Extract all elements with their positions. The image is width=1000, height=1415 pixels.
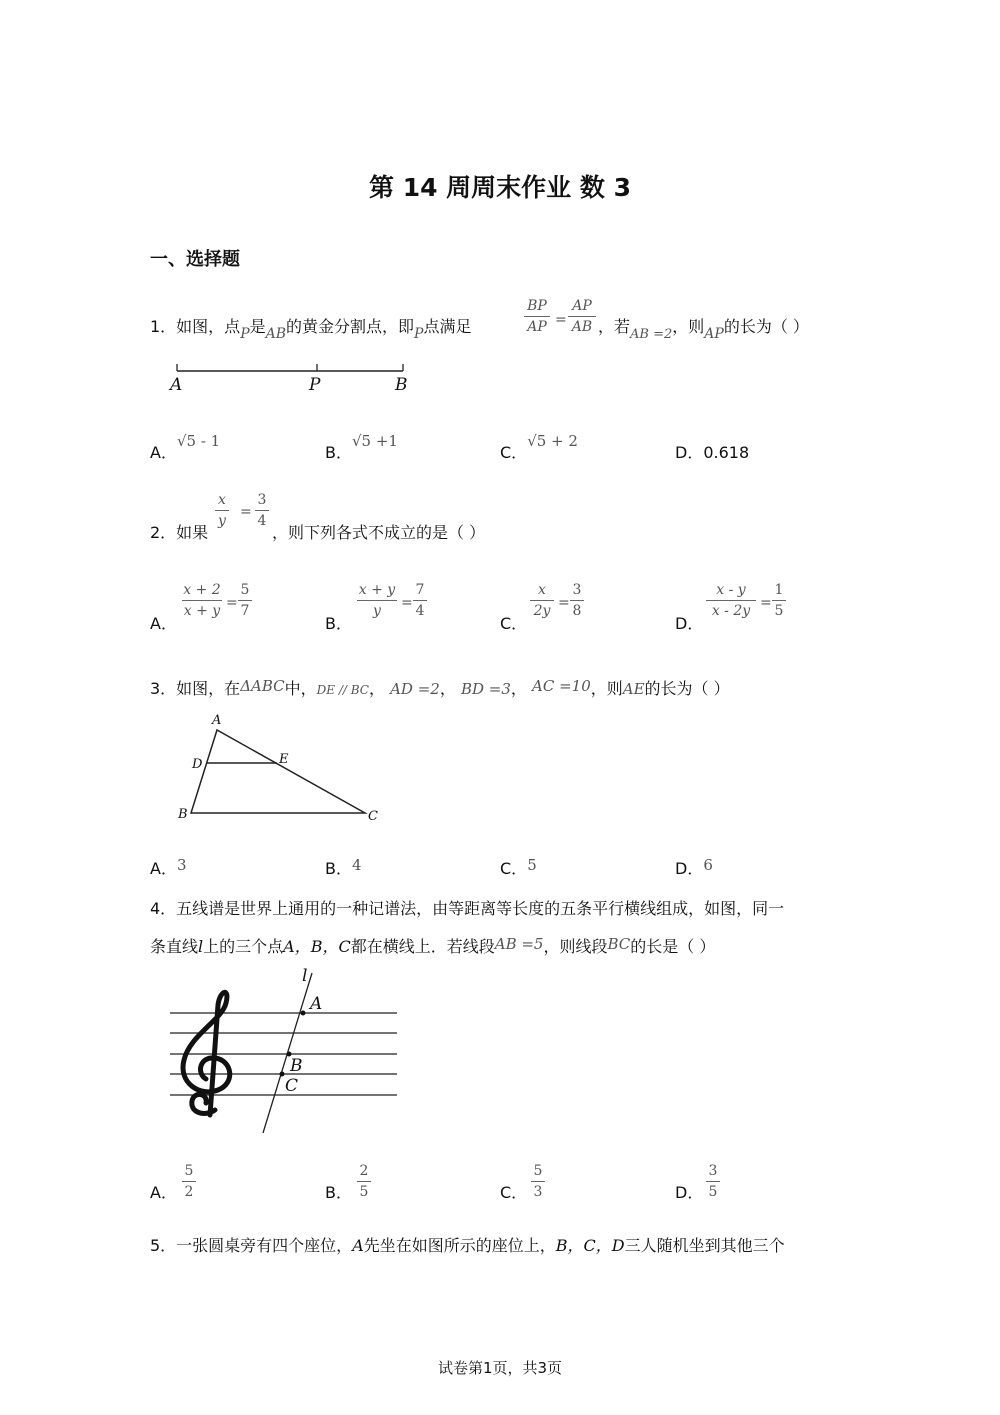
q4-option-b-label[interactable]: B． xyxy=(325,1183,352,1202)
q2-option-d-eq: = xyxy=(760,595,772,611)
q2-fraction-34: 3 4 xyxy=(255,492,269,529)
q4-option-b-frac: 2 5 xyxy=(357,1163,371,1200)
q3-option-c[interactable]: C．5 xyxy=(500,856,537,878)
question-2-prefix: 2．如果 xyxy=(150,523,209,542)
q1-option-c[interactable]: C．√5 + 2 xyxy=(500,432,578,462)
q1-prefix: 1．如图，点 xyxy=(150,317,241,336)
q3-option-b[interactable]: B．4 xyxy=(325,856,362,878)
q1-point-p: P xyxy=(240,326,250,342)
q2-option-d-rhs: 1 5 xyxy=(772,582,786,619)
q4-staff-figure xyxy=(160,965,405,1137)
q1-fraction-bp-ap: BP AP xyxy=(524,298,550,335)
question-2-suffix: ，则下列各式不成立的是（ ） xyxy=(272,523,486,542)
point-label-a: A xyxy=(310,994,323,1014)
vertex-label-a: A xyxy=(212,713,222,728)
question-1-stem-tail: ，若$_{AB =2}$，则AP的长为（ ） xyxy=(598,317,809,342)
q2-option-c-label[interactable]: C． xyxy=(500,614,528,633)
q4-option-d-label[interactable]: D． xyxy=(675,1183,704,1202)
q1-text: 的黄金分割点，即 xyxy=(286,317,415,336)
question-4-line-1: 4．五线谱是世界上通用的一种记谱法，由等距离等长度的五条平行横线组成，如图，同一 xyxy=(150,899,785,918)
point-label-p: P xyxy=(309,375,321,395)
q1-text: 是 xyxy=(249,317,266,336)
q4-option-c-label[interactable]: C． xyxy=(500,1183,528,1202)
q1-fraction-ap-ab: AP AB xyxy=(568,298,596,335)
q3-triangle-figure xyxy=(175,710,385,825)
q1-option-a[interactable]: A．√5 - 1 xyxy=(150,432,221,462)
q2-option-a-rhs: 5 7 xyxy=(238,582,252,619)
vertex-label-d: D xyxy=(192,757,203,772)
q1-point-p: P xyxy=(414,326,424,342)
q2-option-c-lhs: x 2y xyxy=(530,582,554,619)
question-5-stem: 5．一张圆桌旁有四个座位，A先坐在如图所示的座位上，B，C，D三人随机坐到其他三个 xyxy=(150,1236,785,1255)
q1-option-d[interactable]: D．0.618 xyxy=(675,443,750,462)
q4-option-a-frac: 5 2 xyxy=(182,1163,196,1200)
question-3-stem: 3．如图，在ΔABC中，DE // BC， AD =2， BD =3， AC =10，则AE的长为（ ） xyxy=(150,677,730,698)
q2-option-b-eq: = xyxy=(401,595,413,611)
q2-option-a-lhs: x + 2 x + y xyxy=(183,582,221,619)
q2-equals: = xyxy=(240,504,252,520)
q4-option-c-frac: 5 3 xyxy=(531,1163,545,1200)
q2-option-b-label[interactable]: B． xyxy=(325,614,352,633)
section-heading: 一、选择题 xyxy=(150,249,240,270)
q4-option-d-frac: 3 5 xyxy=(706,1163,720,1200)
page-title: 第 14 周周末作业 数 3 xyxy=(368,173,631,202)
q4-option-a-label[interactable]: A． xyxy=(150,1183,177,1202)
q1-text: 点满足 xyxy=(423,317,472,336)
vertex-label-c: C xyxy=(368,809,378,824)
q3-option-d[interactable]: D．6 xyxy=(675,856,713,878)
q2-option-b-lhs: x + y y xyxy=(358,582,396,619)
q3-option-a[interactable]: A．3 xyxy=(150,856,187,878)
q1-segment-ab: AB xyxy=(265,326,287,342)
vertex-label-e: E xyxy=(279,752,289,767)
point-label-b: B xyxy=(290,1056,303,1076)
point-label-b: B xyxy=(395,375,408,395)
question-4-line-2: 条直线l上的三个点A，B，C都在横线上．若线段AB =5，则线段BC的长是（ ） xyxy=(150,935,716,956)
point-label-c: C xyxy=(285,1076,299,1096)
q1-segment-figure xyxy=(170,360,410,396)
q2-option-d-lhs: x - y x - 2y xyxy=(706,582,756,619)
page-footer: 试卷第1页，共3页 xyxy=(437,1359,563,1377)
point-label-a: A xyxy=(170,375,183,395)
q2-option-a-label[interactable]: A． xyxy=(150,614,177,633)
q1-equals: = xyxy=(555,312,567,328)
q2-option-a-eq: = xyxy=(226,595,238,611)
q2-fraction-xy: x y xyxy=(215,492,229,529)
vertex-label-b: B xyxy=(178,807,188,822)
question-1-stem xyxy=(150,314,472,342)
q2-option-d-label[interactable]: D． xyxy=(675,614,704,633)
q1-option-b[interactable]: B．√5 +1 xyxy=(325,432,398,462)
line-label-l: l xyxy=(302,966,308,986)
q2-option-c-eq: = xyxy=(558,595,570,611)
q2-option-c-rhs: 3 8 xyxy=(570,582,584,619)
q2-option-b-rhs: 7 4 xyxy=(413,582,427,619)
